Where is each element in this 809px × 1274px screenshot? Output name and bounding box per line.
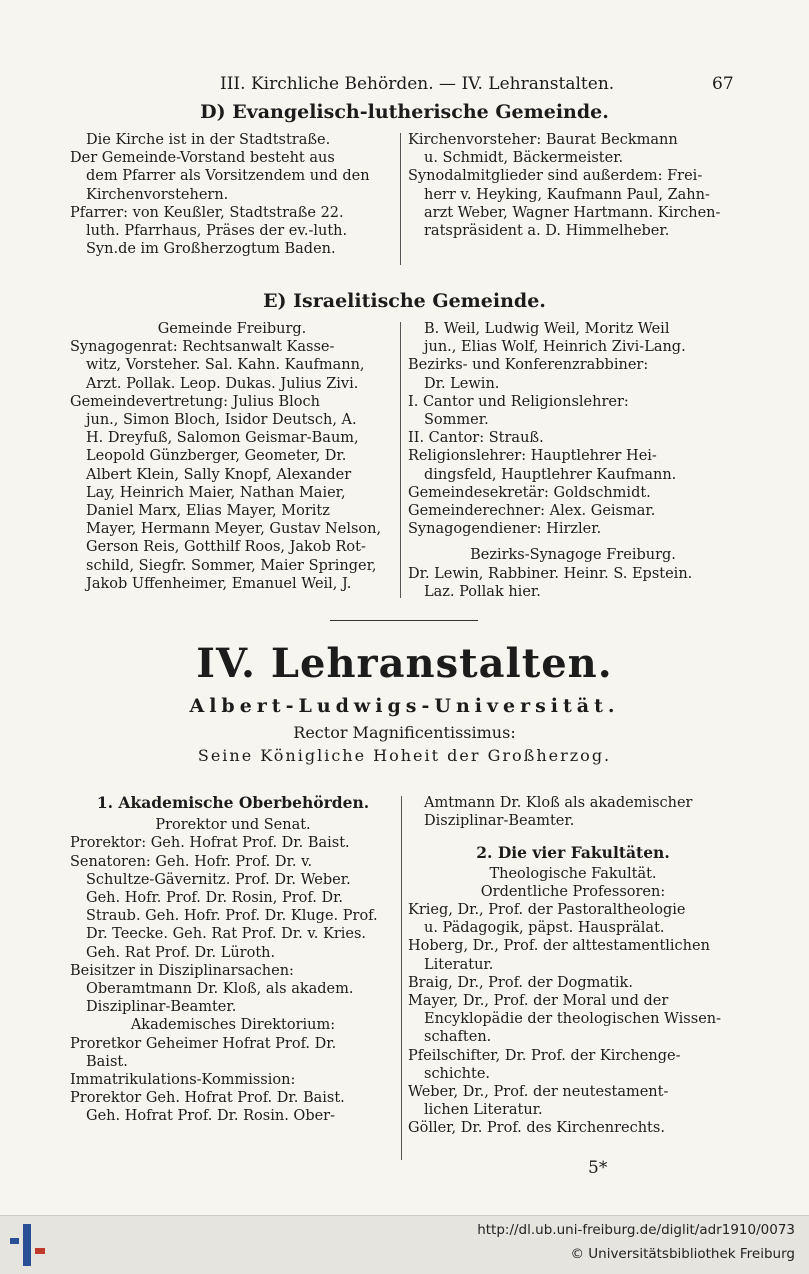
- section-1-title: 1. Akademische Oberbehörden.: [96, 794, 370, 812]
- text-line: Kirchenvorsteher: Baurat Beckmann: [408, 132, 678, 148]
- text-line: dingsfeld, Hauptlehrer Kaufmann.: [424, 466, 677, 483]
- text-line: Syn.de im Großherzogtum Baden.: [86, 241, 336, 258]
- text-line: schild, Siegfr. Sommer, Maier Springer,: [86, 557, 377, 574]
- rector-name: Seine Königliche Hoheit der Großherzog.: [197, 746, 612, 765]
- section-d-right: [408, 131, 738, 240]
- text-line: Lay, Heinrich Maier, Nathan Maier,: [86, 484, 346, 501]
- text-line: Geh. Hofr. Prof. Dr. Rosin, Prof. Dr.: [86, 890, 344, 907]
- text-line: Religionslehrer: Hauptlehrer Hei-: [408, 448, 657, 465]
- text-line: Theologische Fakultät.: [489, 865, 657, 882]
- text-line: Gemeindesekretär: Goldschmidt.: [408, 484, 651, 501]
- section-d-title: D) Evangelisch-lutherische Gemeinde.: [200, 101, 609, 123]
- text-line: Dr. Lewin.: [424, 375, 500, 392]
- viewer-footer: [0, 1215, 809, 1274]
- text-line: Hoberg, Dr., Prof. der alttestamentlichen: [408, 938, 710, 955]
- text-line: Daniel Marx, Elias Mayer, Moritz: [86, 503, 330, 520]
- text-line: Senatoren: Geh. Hofr. Prof. Dr. v.: [70, 853, 313, 870]
- running-header: [0, 74, 809, 100]
- text-line: Oberamtmann Dr. Kloß, als akadem.: [86, 981, 354, 998]
- text-line: jun., Simon Bloch, Isidor Deutsch, A.: [86, 412, 357, 429]
- text-line: Prorektor und Senat.: [155, 817, 311, 834]
- text-line: Encyklopädie der theologischen Wissen-: [424, 1011, 722, 1028]
- library-logo-icon: [8, 1224, 48, 1266]
- text-line: schichte.: [424, 1065, 491, 1082]
- text-line: [408, 538, 738, 546]
- text-line: Ordentliche Professoren:: [480, 883, 666, 900]
- text-line: Gemeinde Freiburg.: [157, 321, 307, 337]
- text-line: u. Schmidt, Bäckermeister.: [424, 150, 624, 167]
- text-line: II. Cantor: Strauß.: [408, 430, 544, 447]
- text-line: Krieg, Dr., Prof. der Pastoraltheologie: [408, 902, 686, 919]
- text-line: Schultze-Gävernitz. Prof. Dr. Weber.: [86, 871, 351, 888]
- text-line: Göller, Dr. Prof. des Kirchenrechts.: [408, 1120, 665, 1137]
- rector-label: Rector Magnificentissimus:: [293, 723, 516, 742]
- text-line: Pfarrer: von Keußler, Stadtstraße 22.: [70, 204, 344, 221]
- text-line: Der Gemeinde-Vorstand besteht aus: [70, 150, 335, 167]
- part-title: IV. Lehranstalten.: [196, 640, 613, 687]
- text-line: Bezirks- und Konferenzrabbiner:: [408, 357, 649, 374]
- text-line: Braig, Dr., Prof. der Dogmatik.: [408, 974, 633, 991]
- text-line: Literatur.: [424, 956, 494, 973]
- text-line: Baist.: [86, 1053, 128, 1070]
- text-line: Pfeilschifter, Dr. Prof. der Kirchenge-: [408, 1047, 681, 1064]
- text-line: u. Pädagogik, päpst. Hausprälat.: [424, 920, 665, 937]
- text-line: Die Kirche ist in der Stadtstraße.: [86, 132, 331, 148]
- text-line: Dr. Lewin, Rabbiner. Heinr. S. Epstein.: [408, 565, 693, 582]
- signature-mark: 5*: [588, 1158, 608, 1178]
- text-line: Prorektor: Geh. Hofrat Prof. Dr. Baist.: [70, 835, 350, 852]
- section-e-title: E) Israelitische Gemeinde.: [263, 290, 546, 312]
- separator-rule: [330, 620, 478, 621]
- text-line: Jakob Uffenheimer, Emanuel Weil, J.: [86, 575, 352, 592]
- column-divider: [400, 322, 401, 598]
- text-line: Straub. Geh. Hofr. Prof. Dr. Kluge. Prof.: [86, 908, 378, 925]
- text-line: Laz. Pollak hier.: [424, 583, 541, 600]
- text-line: ratspräsident a. D. Himmelheber.: [424, 223, 670, 240]
- text-line: witz, Vorsteher. Sal. Kahn. Kaufmann,: [86, 357, 365, 374]
- column-divider: [401, 796, 402, 1160]
- section-1-column: [70, 794, 396, 1126]
- text-line: Synagogenrat: Rechtsanwalt Kasse-: [70, 339, 335, 356]
- text-line: jun., Elias Wolf, Heinrich Zivi-Lang.: [424, 339, 686, 356]
- text-line: Amtmann Dr. Kloß als akademischer: [424, 795, 693, 811]
- text-line: Weber, Dr., Prof. der neutestament-: [408, 1084, 669, 1101]
- text-line: Albert Klein, Sally Knopf, Alexander: [86, 466, 352, 483]
- text-line: Mayer, Hermann Meyer, Gustav Nelson,: [86, 521, 382, 538]
- text-line: Geh. Rat Prof. Dr. Lüroth.: [86, 944, 276, 961]
- text-line: I. Cantor und Religionslehrer:: [408, 393, 629, 410]
- text-line: Gemeindevertretung: Julius Bloch: [70, 393, 320, 410]
- text-line: Sommer.: [424, 412, 489, 429]
- text-line: schaften.: [424, 1029, 492, 1046]
- text-line: lichen Literatur.: [424, 1102, 543, 1119]
- source-url-link[interactable]: http://dl.ub.uni-freiburg.de/diglit/adr1910/0073: [477, 1222, 795, 1238]
- text-line: H. Dreyfuß, Salomon Geismar-Baum,: [86, 430, 359, 447]
- text-line: Kirchenvorstehern.: [86, 186, 229, 203]
- text-line: Prorektor Geh. Hofrat Prof. Dr. Baist.: [70, 1090, 345, 1107]
- page-number: 67: [712, 74, 734, 94]
- text-line: Mayer, Dr., Prof. der Moral und der: [408, 993, 669, 1010]
- text-line: Disziplinar-Beamter.: [86, 999, 237, 1016]
- university-name: Albert-Ludwigs-Universität.: [189, 695, 620, 717]
- text-line: B. Weil, Ludwig Weil, Moritz Weil: [424, 321, 670, 337]
- text-line: Akademisches Direktorium:: [130, 1017, 336, 1034]
- text-line: Beisitzer in Disziplinarsachen:: [70, 962, 294, 979]
- text-line: Proretkor Geheimer Hofrat Prof. Dr.: [70, 1035, 337, 1052]
- running-title: III. Kirchliche Behörden. — IV. Lehranstalten.: [220, 74, 615, 94]
- text-line: Arzt. Pollak. Leop. Dukas. Julius Zivi.: [86, 375, 359, 392]
- column-divider: [400, 133, 401, 265]
- section-e-right: [408, 320, 738, 601]
- text-line: Geh. Hofrat Prof. Dr. Rosin. Ober-: [86, 1108, 336, 1125]
- section-d-left: [70, 131, 394, 258]
- section-2-column: [408, 794, 738, 1138]
- text-line: herr v. Heyking, Kaufmann Paul, Zahn-: [424, 186, 710, 203]
- text-line: Dr. Teecke. Geh. Rat Prof. Dr. v. Kries.: [86, 926, 367, 943]
- text-line: Gerson Reis, Gotthilf Roos, Jakob Rot-: [86, 539, 366, 556]
- section-e-left: [70, 320, 394, 593]
- text-line: Bezirks-Synagoge Freiburg.: [470, 547, 676, 564]
- text-line: Leopold Günzberger, Geometer, Dr.: [86, 448, 347, 465]
- section-2-title: 2. Die vier Fakultäten.: [476, 844, 670, 863]
- text-line: dem Pfarrer als Vorsitzendem und den: [86, 168, 370, 185]
- text-line: luth. Pfarrhaus, Präses der ev.-luth.: [86, 223, 348, 240]
- text-line: Synodalmitglieder sind außerdem: Frei-: [408, 168, 703, 185]
- text-line: Immatrikulations-Kommission:: [70, 1072, 296, 1089]
- text-line: Gemeinderechner: Alex. Geismar.: [408, 503, 656, 520]
- copyright-text: © Universitätsbibliothek Freiburg: [570, 1246, 795, 1262]
- text-line: Disziplinar-Beamter.: [424, 813, 575, 830]
- text-line: Synagogendiener: Hirzler.: [408, 521, 602, 538]
- text-line: arzt Weber, Wagner Hartmann. Kirchen-: [424, 204, 721, 221]
